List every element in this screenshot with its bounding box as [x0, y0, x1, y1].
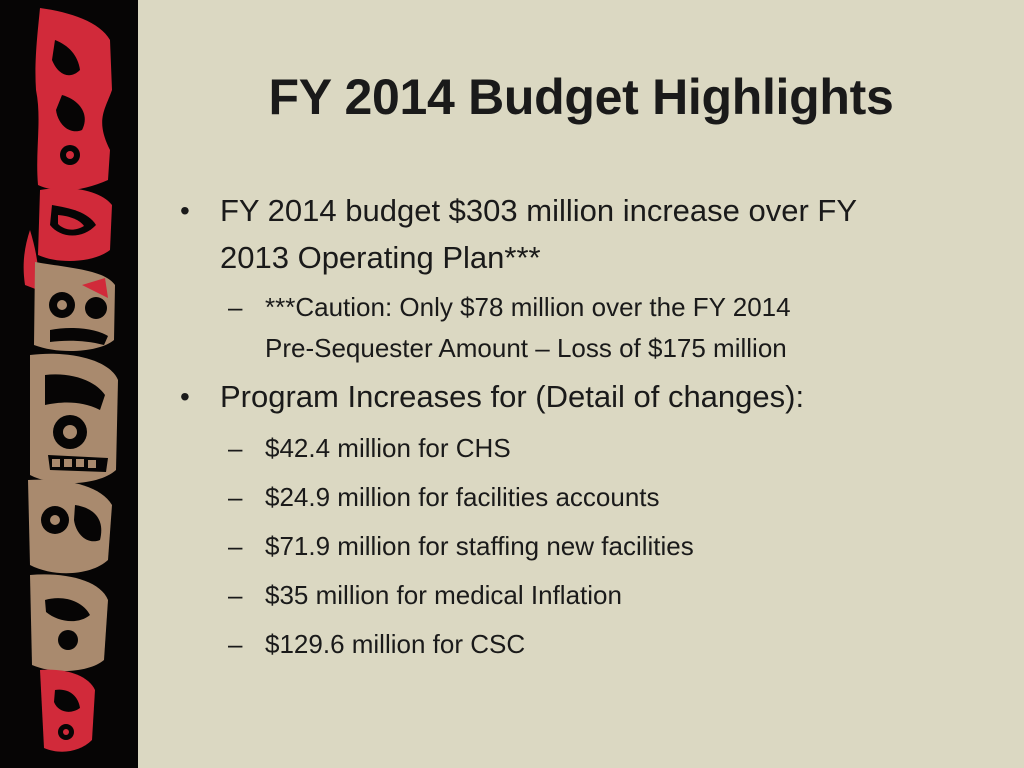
totem-pole-panel	[0, 0, 138, 768]
sub-bullet-marker: –	[228, 531, 243, 561]
bullet-text-continued: 2013 Operating Plan***	[220, 240, 541, 275]
sub-bullet-item	[180, 287, 980, 369]
bullet-marker: •	[180, 381, 190, 412]
sub-bullet-text: $35 million for medical Inflation	[265, 580, 622, 610]
sub-bullet-item	[180, 525, 980, 567]
sub-bullet-text: $71.9 million for staffing new facilities	[265, 531, 694, 561]
sub-bullet-item	[180, 574, 980, 616]
bullet-item	[180, 187, 980, 281]
bullet-list	[180, 187, 980, 665]
sub-bullet-marker: –	[228, 580, 243, 610]
sub-bullet-text: $129.6 million for CSC	[265, 629, 526, 659]
sub-bullet-text: ***Caution: Only $78 million over the FY 2014	[265, 292, 791, 322]
sub-bullet-marker: –	[228, 482, 243, 512]
sub-bullet-item	[180, 427, 980, 469]
slide-title: FY 2014 Budget Highlights	[268, 69, 894, 125]
bullet-text: FY 2014 budget $303 million increase over FY	[220, 193, 858, 228]
sub-bullet-text: $24.9 million for facilities accounts	[265, 482, 660, 512]
bullet-marker: •	[180, 195, 190, 226]
sub-bullet-item	[180, 623, 980, 665]
sub-bullet-text: $42.4 million for CHS	[265, 433, 511, 463]
bullet-text: Program Increases for (Detail of changes):	[220, 379, 805, 414]
sub-bullet-text-continued: Pre-Sequester Amount – Loss of $175 million	[265, 333, 787, 363]
sub-bullet-item	[180, 476, 980, 518]
totem-pole-art-icon	[0, 0, 138, 768]
sub-bullet-marker: –	[228, 292, 243, 322]
sub-bullet-marker: –	[228, 629, 243, 659]
bullet-item	[180, 373, 980, 420]
sub-bullet-marker: –	[228, 433, 243, 463]
